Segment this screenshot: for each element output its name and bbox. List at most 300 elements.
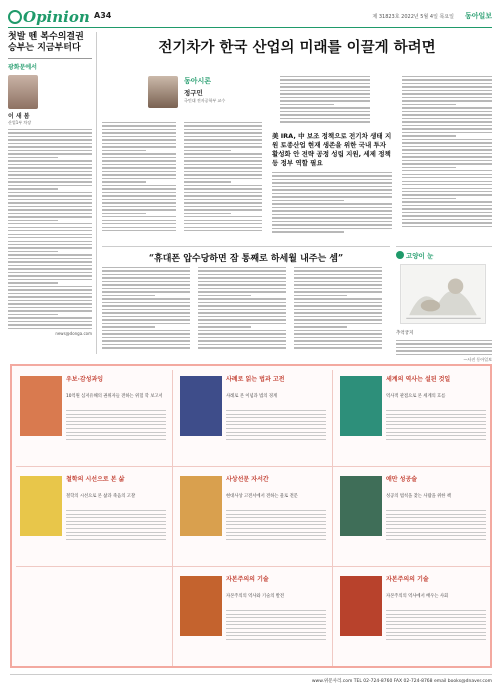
left-headline: 첫발 뗀 복수의결권 승부는 지금부터다 — [8, 32, 84, 53]
text-line — [402, 188, 492, 189]
text-line — [396, 350, 492, 351]
text-line — [402, 111, 492, 112]
text-line — [402, 205, 492, 206]
text-line — [8, 254, 92, 255]
text-line — [402, 219, 492, 220]
text-line — [226, 517, 326, 518]
book-ad[interactable] — [16, 370, 173, 470]
text-line — [184, 213, 231, 214]
text-line — [184, 185, 262, 186]
text-line — [102, 326, 155, 327]
text-line — [102, 153, 176, 154]
text-line — [8, 227, 92, 228]
text-line — [226, 417, 326, 418]
text-line — [402, 194, 492, 195]
text-line — [8, 153, 92, 154]
text-line — [184, 125, 262, 126]
text-line — [272, 179, 392, 180]
book-subtitle: 10억원 심저유해의 권위자들 전하는 위험 학 보고서 — [66, 394, 163, 399]
mid-article — [102, 246, 390, 358]
book-subtitle: 자본주의의 역사에서 배우는 사회 — [386, 594, 449, 599]
text-line — [102, 178, 176, 179]
text-line — [198, 309, 286, 310]
text-line — [66, 532, 166, 533]
text-line — [294, 284, 382, 285]
text-line — [184, 164, 262, 165]
book-ad[interactable] — [176, 470, 333, 570]
text-line — [402, 181, 492, 182]
text-line — [226, 610, 326, 611]
text-line — [280, 86, 370, 87]
text-line — [272, 186, 392, 187]
text-line — [294, 347, 382, 348]
text-line — [386, 632, 486, 633]
text-line — [402, 132, 492, 133]
book-subtitle: 사례로 본 이념과 법의 경계 — [226, 394, 278, 399]
text-line — [102, 319, 190, 320]
text-line — [198, 288, 286, 289]
text-line — [386, 639, 486, 640]
text-line — [8, 192, 92, 193]
author-name: 이 새 봄 — [8, 113, 30, 120]
text-line — [8, 188, 58, 189]
text-line — [8, 136, 92, 137]
left-column-article — [8, 32, 92, 354]
text-line — [102, 284, 190, 285]
text-line — [386, 528, 486, 529]
text-line — [402, 97, 492, 98]
text-line — [272, 217, 392, 218]
book-description — [386, 510, 486, 542]
text-line — [226, 539, 326, 540]
book-ad[interactable] — [176, 570, 333, 670]
text-line — [8, 310, 92, 311]
text-line — [272, 203, 392, 204]
text-line — [294, 330, 382, 331]
book-cover — [20, 376, 62, 436]
text-line — [66, 439, 166, 440]
column-tag: 광화문에서 — [8, 64, 37, 71]
text-line — [294, 316, 382, 317]
article-body-col3 — [280, 76, 370, 125]
text-line — [386, 614, 486, 615]
text-line — [184, 146, 262, 147]
text-line — [8, 279, 92, 280]
text-line — [66, 432, 166, 433]
text-line — [272, 221, 392, 222]
text-line — [102, 227, 176, 228]
text-line — [226, 624, 326, 625]
text-line — [386, 421, 486, 422]
text-line — [184, 202, 262, 203]
text-line — [8, 244, 92, 245]
text-line — [8, 209, 92, 210]
text-line — [272, 210, 392, 211]
text-line — [280, 121, 370, 122]
text-line — [66, 421, 166, 422]
text-line — [184, 178, 262, 179]
text-line — [272, 189, 392, 190]
text-line — [102, 125, 176, 126]
text-line — [184, 171, 262, 172]
text-line — [272, 175, 392, 176]
text-line — [198, 337, 286, 338]
text-line — [8, 289, 92, 290]
book-title: 사례로 읽는 법과 고전 — [226, 376, 285, 383]
text-line — [280, 107, 370, 108]
text-line — [198, 267, 286, 268]
text-line — [102, 132, 176, 133]
text-line — [294, 323, 382, 324]
text-line — [226, 535, 326, 536]
text-line — [66, 424, 166, 425]
text-line — [8, 324, 92, 325]
text-line — [402, 86, 492, 87]
text-line — [102, 288, 190, 289]
issue-info: 제 31823호 2022년 5월 4일 목요일 — [372, 14, 454, 20]
book-cover — [180, 376, 222, 436]
text-line — [272, 182, 392, 183]
text-line — [294, 344, 382, 345]
article-body-col2 — [184, 122, 262, 234]
text-line — [294, 319, 382, 320]
text-line — [386, 628, 486, 629]
text-line — [226, 528, 326, 529]
text-line — [102, 157, 176, 158]
text-line — [226, 424, 326, 425]
text-line — [402, 142, 492, 143]
text-line — [66, 535, 166, 536]
book-ad[interactable] — [336, 570, 493, 670]
text-line — [184, 167, 262, 168]
text-line — [402, 226, 492, 227]
text-line — [226, 635, 326, 636]
text-line — [402, 114, 492, 115]
book-description — [226, 510, 326, 542]
book-subtitle: 역사적 관점으로 본 세계의 흐름 — [386, 394, 446, 399]
text-line — [198, 291, 286, 292]
cartoon-illustration — [400, 264, 486, 324]
text-line — [184, 153, 262, 154]
text-line — [8, 216, 92, 217]
book-title: 철학의 시선으로 본 삶 — [66, 476, 125, 483]
text-line — [386, 524, 486, 525]
text-line — [8, 171, 92, 172]
text-line — [294, 333, 382, 334]
text-line — [402, 191, 492, 192]
text-line — [386, 439, 486, 440]
grid-divider — [16, 566, 490, 567]
text-line — [184, 199, 262, 200]
book-title: 우보·감성과잉 — [66, 376, 104, 383]
text-line — [102, 230, 176, 231]
text-line — [396, 340, 492, 341]
text-line — [294, 326, 347, 327]
text-line — [198, 333, 286, 334]
text-line — [184, 181, 231, 182]
text-line — [402, 121, 492, 122]
text-line — [102, 185, 176, 186]
text-line — [386, 428, 486, 429]
cartoon-title-label: 고양이 눈 — [406, 252, 434, 260]
text-line — [184, 174, 262, 175]
article-body-col1 — [102, 122, 176, 234]
opinion-logo-icon — [8, 10, 22, 24]
text-line — [402, 128, 492, 129]
text-line — [294, 288, 382, 289]
text-line — [386, 535, 486, 536]
text-line — [402, 125, 492, 126]
text-line — [226, 621, 326, 622]
text-line — [102, 323, 190, 324]
book-ad[interactable] — [336, 470, 493, 570]
text-line — [402, 163, 492, 164]
text-line — [280, 79, 370, 80]
text-line — [66, 428, 166, 429]
text-line — [402, 222, 492, 223]
text-line — [280, 114, 370, 115]
book-title: 애만 성공술 — [386, 476, 418, 483]
text-line — [8, 160, 92, 161]
author-title: 산업1부 차장 — [8, 120, 32, 125]
text-line — [102, 291, 190, 292]
text-line — [396, 347, 492, 348]
text-line — [102, 340, 190, 341]
text-line — [198, 302, 286, 303]
text-line — [280, 97, 370, 98]
text-line — [280, 118, 370, 119]
book-title: 자본주의의 기술 — [386, 576, 429, 583]
text-line — [402, 170, 492, 171]
text-line — [8, 174, 92, 175]
books-advertisement — [10, 364, 492, 668]
text-line — [102, 316, 190, 317]
text-line — [8, 321, 92, 322]
text-line — [402, 118, 492, 119]
text-line — [386, 414, 486, 415]
text-line — [396, 354, 492, 355]
text-line — [8, 286, 92, 287]
book-description — [226, 410, 326, 442]
book-subtitle: 성공의 법칙을 찾는 사람을 위한 책 — [386, 494, 451, 499]
text-line — [66, 528, 166, 529]
text-line — [66, 521, 166, 522]
article-body — [8, 129, 92, 329]
text-line — [66, 510, 166, 511]
text-line — [226, 514, 326, 515]
text-line — [8, 146, 92, 147]
text-line — [402, 208, 492, 209]
text-line — [294, 298, 382, 299]
text-line — [402, 160, 492, 161]
text-line — [102, 206, 176, 207]
book-description — [226, 610, 326, 642]
text-line — [66, 435, 166, 436]
text-line — [8, 261, 92, 262]
text-line — [386, 635, 486, 636]
book-title: 자본주의의 기술 — [226, 576, 269, 583]
book-cover — [20, 476, 62, 536]
text-line — [198, 295, 251, 296]
text-line — [272, 224, 392, 225]
text-line — [8, 303, 92, 304]
text-line — [226, 439, 326, 440]
text-line — [102, 216, 176, 217]
book-ad[interactable] — [16, 470, 173, 570]
text-line — [102, 195, 176, 196]
text-line — [184, 160, 262, 161]
text-line — [402, 167, 456, 168]
text-line — [66, 539, 166, 540]
grid-divider — [332, 370, 333, 666]
text-line — [272, 214, 392, 215]
text-line — [102, 330, 190, 331]
text-line — [226, 414, 326, 415]
section-brand — [8, 8, 90, 26]
mid-body-col3 — [294, 267, 382, 351]
text-line — [386, 435, 486, 436]
book-cover — [180, 476, 222, 536]
cartoon-caption: 추억궁지 — [396, 331, 414, 336]
text-line — [102, 347, 190, 348]
text-line — [386, 417, 486, 418]
text-line — [402, 146, 492, 147]
text-line — [102, 143, 176, 144]
text-line — [226, 428, 326, 429]
article-body-col4 — [402, 76, 492, 229]
text-line — [396, 343, 492, 344]
mid-body-col1 — [102, 267, 190, 351]
text-line — [8, 199, 92, 200]
book-cover — [340, 376, 382, 436]
book-cover — [340, 576, 382, 636]
text-line — [184, 139, 262, 140]
text-line — [402, 90, 492, 91]
text-line — [386, 510, 486, 511]
text-line — [8, 296, 92, 297]
text-line — [280, 90, 370, 91]
text-line — [386, 532, 486, 533]
text-line — [8, 241, 92, 242]
text-line — [294, 309, 382, 310]
cartoon-section — [396, 246, 492, 363]
text-line — [402, 104, 456, 105]
text-line — [198, 347, 286, 348]
text-line — [198, 312, 286, 313]
text-line — [226, 410, 326, 411]
text-line — [294, 302, 382, 303]
text-line — [8, 272, 92, 273]
text-line — [102, 295, 155, 296]
text-line — [198, 298, 286, 299]
text-line — [66, 417, 166, 418]
text-line — [102, 267, 190, 268]
text-line — [66, 524, 166, 525]
text-line — [184, 209, 262, 210]
subheading: 美 IRA, 中 보조 정책으로 전기차 생태 지원 토종산업 현재 생존을 위한 국내 투자 활성화 안 전략 공정 성립 지원, 세제 정책 등 정부 역할 필요 — [272, 132, 392, 167]
text-line — [102, 139, 176, 140]
text-line — [102, 164, 176, 165]
text-line — [198, 330, 286, 331]
text-line — [226, 521, 326, 522]
text-line — [280, 100, 370, 101]
text-line — [102, 220, 176, 221]
text-line — [402, 201, 492, 202]
text-line — [294, 267, 382, 268]
book-ad[interactable] — [336, 370, 493, 470]
text-line — [386, 514, 486, 515]
text-line — [184, 157, 262, 158]
text-line — [226, 421, 326, 422]
text-line — [402, 215, 492, 216]
text-line — [8, 157, 58, 158]
text-line — [198, 270, 286, 271]
text-line — [102, 167, 176, 168]
cartoon-text — [396, 340, 492, 355]
book-subtitle: 현대사상 고전서에서 전하는 물로 전문 — [226, 494, 298, 499]
text-line — [8, 293, 92, 294]
text-line — [184, 223, 262, 224]
text-line — [102, 337, 190, 338]
text-line — [102, 122, 176, 123]
text-line — [272, 207, 392, 208]
text-line — [102, 136, 176, 137]
text-line — [294, 305, 382, 306]
text-line — [402, 79, 492, 80]
text-line — [198, 319, 286, 320]
text-line — [8, 178, 92, 179]
text-line — [102, 305, 190, 306]
page-number: A34 — [94, 11, 112, 20]
text-line — [226, 435, 326, 436]
text-line — [402, 83, 492, 84]
text-line — [226, 617, 326, 618]
text-line — [8, 234, 92, 235]
text-line — [226, 532, 326, 533]
text-line — [386, 624, 486, 625]
text-line — [184, 129, 262, 130]
text-line — [198, 340, 286, 341]
text-line — [294, 295, 347, 296]
text-line — [198, 305, 286, 306]
text-line — [102, 344, 190, 345]
text-line — [402, 100, 492, 101]
text-line — [102, 171, 176, 172]
text-line — [8, 237, 92, 238]
text-line — [294, 277, 382, 278]
main-headline: 전기차가 한국 산업의 미래를 이끌게 하려면 — [158, 39, 436, 56]
text-line — [8, 230, 92, 231]
book-ad[interactable] — [176, 370, 333, 470]
text-line — [184, 192, 262, 193]
book-description — [66, 410, 166, 442]
text-line — [272, 231, 344, 232]
text-line — [102, 333, 190, 334]
text-line — [8, 265, 92, 266]
text-line — [184, 143, 262, 144]
text-line — [184, 195, 262, 196]
book-description — [386, 410, 486, 442]
text-line — [402, 76, 492, 77]
cartoon-title — [396, 251, 492, 260]
text-line — [294, 340, 382, 341]
text-line — [102, 188, 176, 189]
text-line — [8, 258, 92, 259]
text-line — [294, 270, 382, 271]
text-line — [102, 213, 146, 214]
text-line — [280, 111, 370, 112]
text-line — [198, 281, 286, 282]
